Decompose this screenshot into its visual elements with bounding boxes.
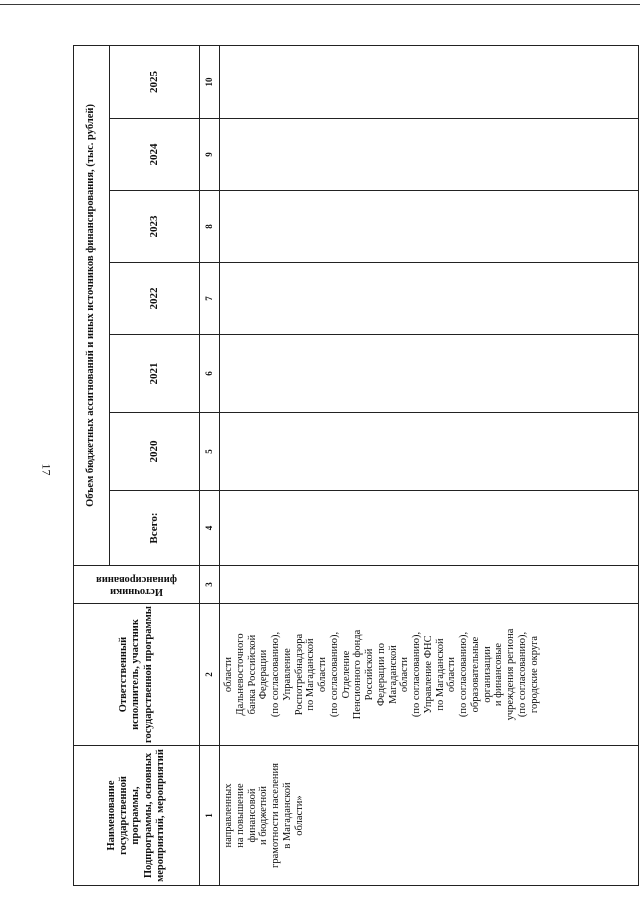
- col-num-1: 1: [200, 746, 220, 886]
- header-executor: Ответственный исполнитель, участник государственной программы: [74, 604, 200, 746]
- budget-table: [73, 45, 639, 886]
- rotated-table-container: [73, 46, 638, 886]
- row-funding-source: [220, 566, 639, 604]
- row-2020: [220, 413, 639, 491]
- header-funding-source-text: Источники финансирования: [96, 573, 177, 597]
- row-program-name: направленных на повышение финансовой и бюджетной грамотности населения в Магаданской области»: [223, 763, 305, 868]
- col-num-5: 5: [200, 413, 220, 491]
- col-num-7: 7: [200, 263, 220, 335]
- page-number: 17: [39, 463, 54, 476]
- header-year-total: Всего:: [110, 491, 200, 566]
- header-year-2022: 2022: [110, 263, 200, 335]
- scan-top-line: [0, 4, 640, 5]
- header-program-name: Наименование государственной программы, Подпрограммы, основных мероприятий, мероприятий: [74, 746, 200, 886]
- col-num-2: 2: [200, 604, 220, 746]
- table-row: [220, 45, 639, 885]
- row-2023: [220, 191, 639, 263]
- row-program-name-cell: [220, 746, 639, 886]
- col-num-3: 3: [200, 566, 220, 604]
- row-2025: [220, 45, 639, 118]
- table-wrapper: [73, 46, 638, 886]
- header-year-2023: 2023: [110, 191, 200, 263]
- row-2021: [220, 335, 639, 413]
- col-num-4: 4: [200, 491, 220, 566]
- header-year-2020: 2020: [110, 413, 200, 491]
- row-2024: [220, 119, 639, 191]
- header-year-2025: 2025: [110, 45, 200, 118]
- header-year-2021: 2021: [110, 335, 200, 413]
- header-funding-group: Объем бюджетных ассигнований и иных источников финансирования, (тыс. рублей): [74, 45, 110, 565]
- col-num-6: 6: [200, 335, 220, 413]
- header-funding-source: [74, 566, 200, 604]
- row-2022: [220, 263, 639, 335]
- header-year-2024: 2024: [110, 119, 200, 191]
- col-num-8: 8: [200, 191, 220, 263]
- row-executor: области Дальневосточного банка Российской Федерации (по согласованию), Управление Роспотребнадзора по Магаданской области (по согласованию), Отделение Пенсионного фонда Российской Федерации по Магаданской области (по согласованию), Управление ФНС по Магаданской области (по согласованию), образовательные организации и финансовые учреждения региона (по согласованию), городские округа: [223, 628, 540, 721]
- row-total: [220, 491, 639, 566]
- column-number-row: [200, 45, 220, 885]
- header-row-1: [74, 45, 110, 885]
- row-executor-cell: [220, 604, 639, 746]
- col-num-9: 9: [200, 119, 220, 191]
- col-num-10: 10: [200, 45, 220, 118]
